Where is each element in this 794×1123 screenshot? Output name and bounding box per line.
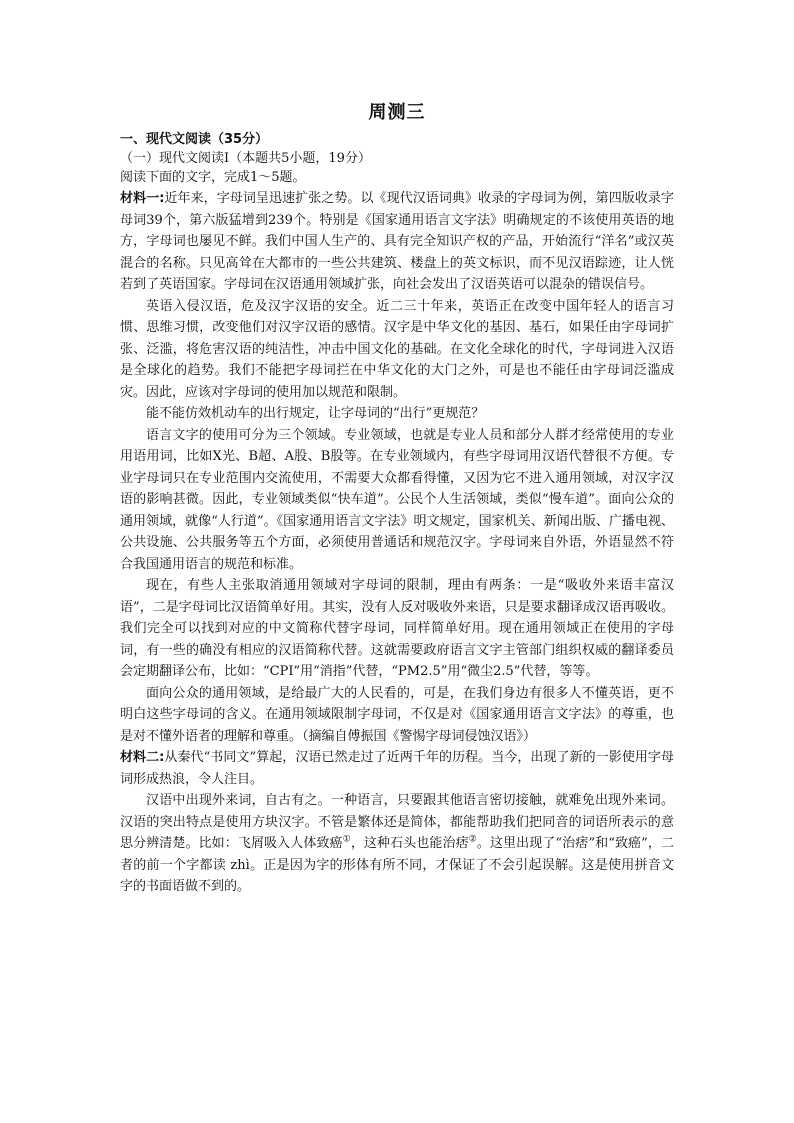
material1-paragraph-6: 面向公众的通用领域，是给最广大的人民看的，可是，在我们身边有很多人不懂英语，更不明白这些字母词的含义。在通用领域限制字母词，不仅是对《国家通用语言文字法》的尊重，也是对不懂外语者的理解和尊重。（摘编自傅振国《警惕字母词侵蚀汉语》） [120, 685, 674, 744]
footnote-marker-1: ① [342, 834, 351, 845]
material1-paragraph-5: 现在，有些人主张取消通用领域对字母词的限制，理由有两条：一是“吸收外来语丰富汉语”，二是字母词比汉语简单好用。其实，没有人反对吸收外来语，只是要求翻译成汉语再吸收。我们完全可以找到对应的中文简称代替字母词，同样简单好用。现在通用领域正在使用的字母词，有一些的确没有相应的汉语简称代替。这就需要政府语言文字主管部门组织权威的翻译委员会定期翻译公布，比如：“CPI”用“消指”代替，“PM2.5”用“微尘2.5”代替，等等。 [120, 578, 674, 679]
material2-p2-text-b: ，这种石头也能治痞 [350, 836, 469, 851]
material2-paragraph-2 [120, 790, 674, 898]
section-heading: 一、现代文阅读（35分） [120, 132, 269, 147]
material1-paragraph-1 [120, 188, 674, 296]
material1-paragraph-3: 能不能仿效机动车的出行规定，让字母词的“出行”更规范？ [146, 406, 485, 421]
material1-paragraph-4: 语言文字的使用可分为三个领域。专业领域，也就是专业人员和部分人群才经常使用的专业用语用词，比如X光、B超、A股、B股等。在专业领域内，有些字母词用汉语代替很不方便。专业字母词只在专业范围内交流使用，不需要大众都看得懂，又因为它不进入通用领域，对汉字汉语的影响甚微。因此，专业领域类似“快车道”。公民个人生活领域，类似“慢车道”。面向公众的通用领域，就像“人行道”。《国家通用语言文字法》明文规定，国家机关、新闻出版、广播电视、公共设施、公共服务等五个方面，必须使用普通话和规范汉字。字母词来自外语，外语显然不符合我国通用语言的规范和标准。 [120, 427, 674, 572]
material2-p2-text-c: 。这里出现了“治痞”和“致癌”，二者的前一个字都读 zhì。正是因为字的形体有所不同，才保证了不会引起误解。这是使用拼音文字的书面语做不到的。 [120, 836, 674, 894]
document-page [120, 100, 674, 898]
material2-label: 材料二: [120, 750, 165, 765]
subsection-heading: （一）现代文阅读Ⅰ（本题共5小题，19分） [120, 151, 371, 166]
footnote-marker-2: ② [468, 834, 477, 845]
material2-paragraph-1 [120, 747, 674, 790]
material2-p1-text: 从秦代“书同文”算起，汉语已然走过了近两千年的历程。当今，出现了新的一影使用字母词形成热浪，令人注目。 [120, 750, 674, 787]
page-title: 周测三 [368, 102, 426, 123]
material1-p1-text: 近年来，字母词呈迅速扩张之势。以《现代汉语词典》收录的字母词为例，第四版收录字母词39个，第六版猛增到239个。特别是《国家通用语言文字法》明确规定的不该使用英语的地方，字母词也屡见不鲜。我们中国人生产的、具有完全知识产权的产品，开始流行“洋名”或汉英混合的名称。只见高耸在大都市的一些公共建筑、楼盘上的英文标识，而不见汉语踪迹，让人恍若到了英语国家。字母词在汉语通用领域扩张，向社会发出了汉语英语可以混杂的错误信号。 [120, 191, 674, 292]
material1-label: 材料一: [120, 191, 165, 206]
material2-p2-text-a: 汉语中出现外来词，自古有之。一种语言，只要跟其他语言密切接触，就难免出现外来词。汉语的突出特点是使用方块汉字。不管是繁体还是简体，都能帮助我们把同音的词语所表示的意思分辨清楚。比如：飞屑吸入人体致癌 [120, 793, 674, 851]
material1-paragraph-2: 英语入侵汉语，危及汉字汉语的安全。近二三十年来，英语正在改变中国年轻人的语言习惯、思维习惯，改变他们对汉字汉语的感情。汉字是中华文化的基因、基石，如果任由字母词扩张、泛滥，将危害汉语的纯洁性，冲击中国文化的基础。在文化全球化的时代，字母词进入汉语是全球化的趋势。我们不能把字母词拦在中华文化的大门之外，可是也不能任由字母词泛滥成灾。因此，应该对字母词的使用加以规范和限制。 [120, 298, 674, 400]
instruction-text: 阅读下面的文字，完成1～5题。 [120, 170, 306, 185]
